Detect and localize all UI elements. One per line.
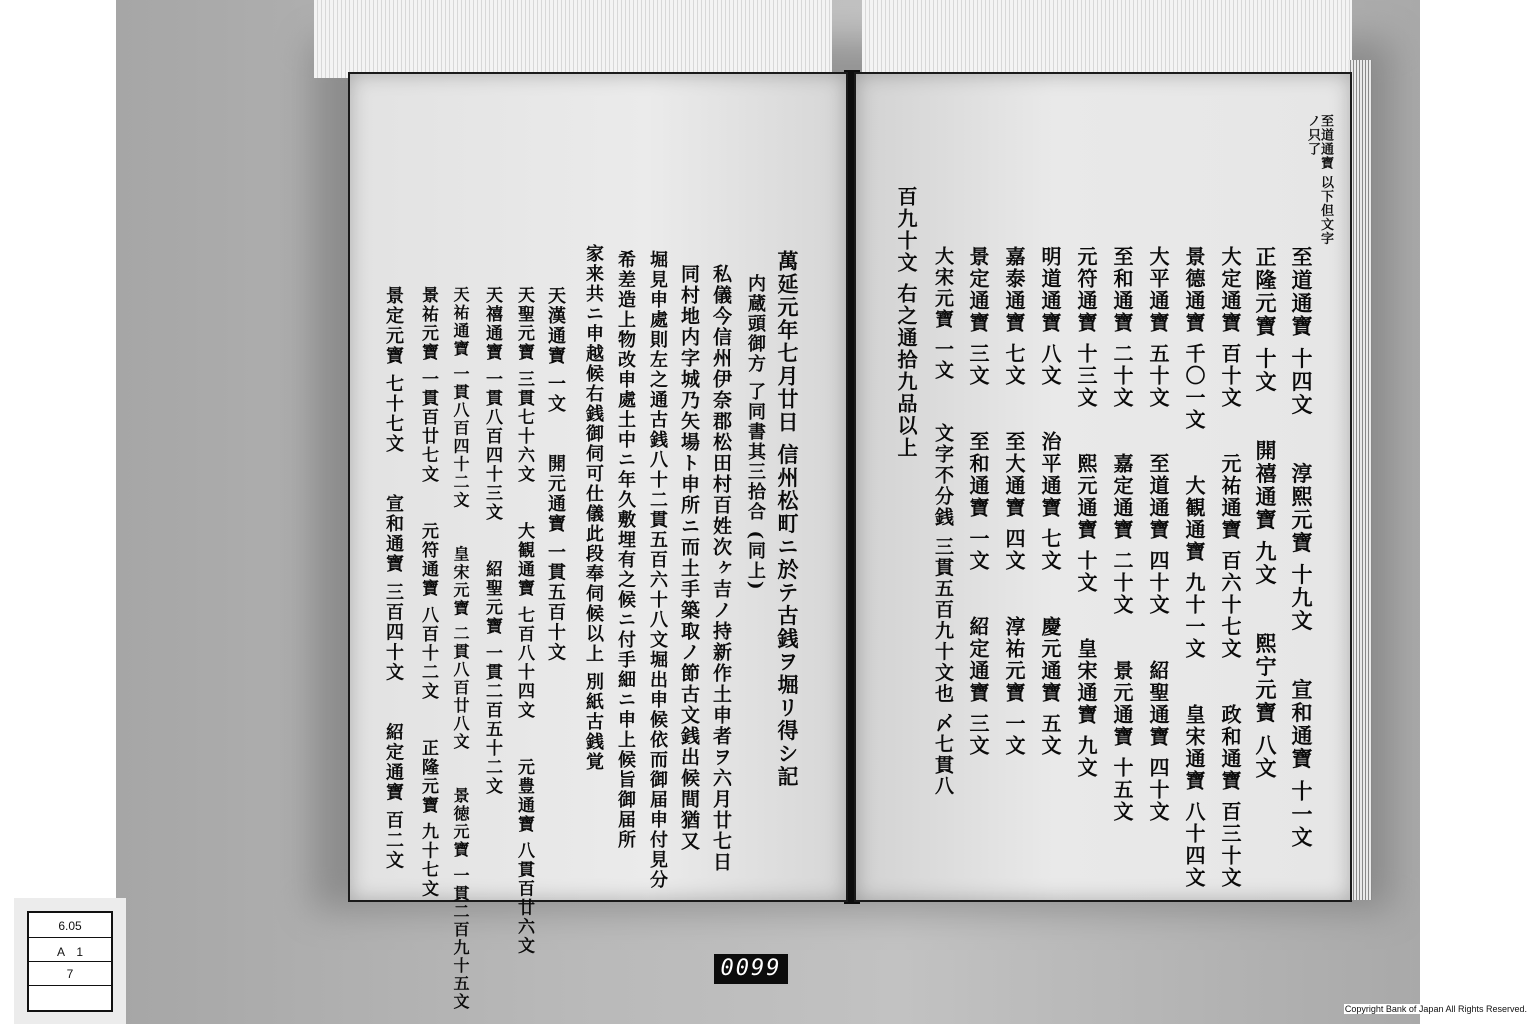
right-page-column-4: 景德通寶 千〇一文 大観通寶 九十一文 皇宋通寶 八十四文 (1182, 246, 1206, 889)
right-page-column-10: 景定通寶 三文 至和通寶 一文 紹定通寶 三文 (966, 246, 990, 757)
catalog-label (27, 911, 113, 1012)
left-page-column-10: 天禧通寶 一貫八百四十三文 紹聖元寶 一貫二百五十二文 (482, 286, 502, 796)
left-page-column-11: 天祐通寶 一貫八百四十二文 皇宋元寶 二貫八百廿八文 景徳元寶 一貫二百九十五文 (451, 286, 470, 1011)
right-page-column-12: 百九十文 右之通拾九品以上 (894, 186, 918, 459)
right-page-column-3: 大定通寶 百十文 元祐通寶 百六十七文 政和通寶 百三十文 (1218, 246, 1242, 889)
left-page-column-13: 景定元寶 七十七文 宣和通寶 三百四十文 紹定通寶 百二文 (383, 286, 404, 871)
right-page-column-5: 大平通寶 五十文 至道通寶 四十文 紹聖通寶 四十文 (1146, 246, 1170, 823)
right-page-margin-note: 至道通寶 以下但文字 ノ只了 (1305, 114, 1333, 246)
left-page-column-1: 萬延元年七月廿日 信州松町ニ於テ古銭ヲ堀リ得シ記 (775, 250, 800, 789)
left-page-column-5: 堀見申處則左之通古銭八十二貫五百六十八文堀出申候依而御届申付見分 (647, 250, 668, 890)
left-page-column-7: 家来共ニ申越候右銭御伺可仕儀此段奉伺候以上 別紙古銭覚 (583, 244, 604, 773)
left-page-column-8: 天漢通寶 一文 開元通寶 一貫五百十文 (545, 286, 566, 663)
right-page-column-6: 至和通寶 二十文 嘉定通寶 二十文 景元通寶 十五文 (1110, 246, 1134, 823)
left-page-column-3: 私儀今信州伊奈郡松田村百姓次ヶ吉ノ持新作土申者ヲ六月廿七日 (710, 264, 732, 873)
right-page (854, 72, 1352, 902)
copyright-notice: Copyright Bank of Japan All Rights Reserved. (1344, 1004, 1527, 1014)
scan-background (116, 0, 1420, 1024)
left-page-column-4: 同村地内字城乃矢場ト申所ニ而土手築取ノ節古文銭出候間猶又 (678, 264, 700, 852)
left-page-column-2: 内蔵頭御方 了同書其三拾合 (同上) (745, 274, 766, 592)
right-page-column-11: 大宋元寶 一文 文字不分銭 三貫五百九十文也 〆七貫八 (932, 246, 954, 797)
frame-number: 0099 (712, 952, 790, 986)
catalog-label-row-2: A 1 (56, 945, 84, 959)
right-page-column-1: 至道通寶 十四文 淳熙元寶 十九文 宣和通寶 十一文 (1289, 246, 1314, 849)
right-page-column-7: 元符通寶 十三文 熙元通寶 十文 皇宋通寶 九文 (1074, 246, 1098, 779)
right-page-column-2: 正隆元寶 十文 開禧通寶 九文 熙宁元寶 八文 (1253, 246, 1278, 780)
left-page-column-9: 天聖元寶 三貫七十六文 大観通寶 七百八十四文 元豊通寶 八貫百廿六文 (514, 286, 534, 956)
left-page-column-6: 希差造上物改申處土中ニ年久敷埋有之候ニ付手細ニ申上候旨御届所 (615, 250, 636, 850)
right-page-column-9: 嘉泰通寶 七文 至大通寶 四文 淳祐元寶 一文 (1002, 246, 1026, 757)
page-stack-left (314, 0, 832, 78)
catalog-label-row-3: 7 (66, 967, 74, 981)
right-page-column-8: 明道通寶 八文 治平通寶 七文 慶元通寶 五文 (1038, 246, 1062, 757)
page-stack-right (862, 0, 1352, 78)
left-page-column-12: 景祐元寶 一貫百廿七文 元符通寶 八百十二文 正隆元寶 九十七文 (418, 286, 438, 899)
catalog-label-row-1: 6.05 (58, 919, 82, 933)
